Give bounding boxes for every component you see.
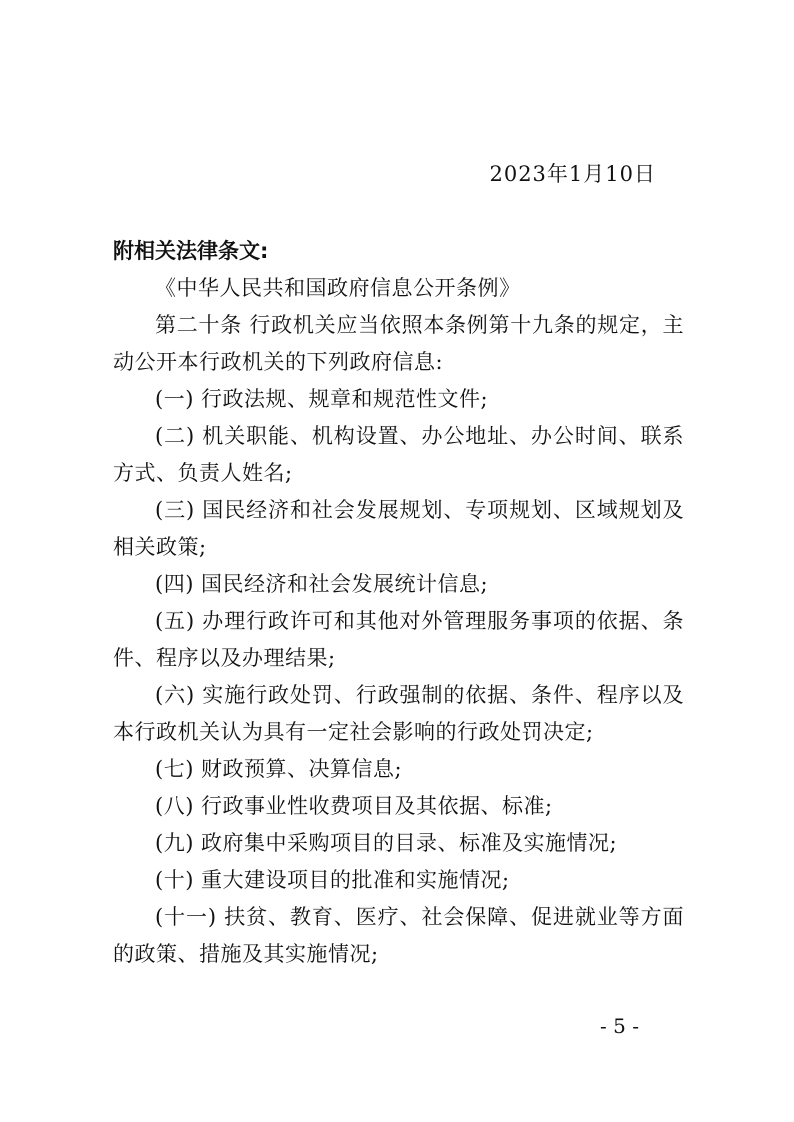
regulation-title: 《中华人民共和国政府信息公开条例》 [155, 276, 521, 300]
appendix-heading: 附相关法律条文: [113, 239, 269, 263]
page-number: - 5 - [600, 1014, 639, 1038]
article-item: (六) 实施行政处罚、行政强制的依据、条件、程序以及本行政机关认为具有一定社会影响的行政处罚决定; [113, 683, 684, 744]
article-item: (一) 行政法规、规章和规范性文件; [155, 387, 489, 411]
article-item: (四) 国民经济和社会发展统计信息; [155, 572, 489, 596]
article-item: (五) 办理行政许可和其他对外管理服务事项的依据、条件、程序以及办理结果; [113, 609, 684, 670]
article-item: (三) 国民经济和社会发展规划、专项规划、区域规划及相关政策; [113, 498, 684, 559]
document-date: 2023年1月10日 [489, 162, 656, 186]
article-item: (十) 重大建设项目的批准和实施情况; [155, 868, 510, 892]
article-item: (七) 财政预算、决算信息; [155, 757, 403, 781]
document-body [113, 270, 684, 973]
article-paragraph: 第二十条 行政机关应当依照本条例第十九条的规定，主动公开本行政机关的下列政府信息: [113, 313, 684, 374]
article-item: (八) 行政事业性收费项目及其依据、标准; [155, 794, 553, 818]
article-item: (十一) 扶贫、教育、医疗、社会保障、促进就业等方面的政策、措施及其实施情况; [113, 905, 684, 966]
article-item: (二) 机关职能、机构设置、办公地址、办公时间、联系方式、负责人姓名; [113, 424, 684, 485]
article-item: (九) 政府集中采购项目的目录、标准及实施情况; [155, 831, 618, 855]
